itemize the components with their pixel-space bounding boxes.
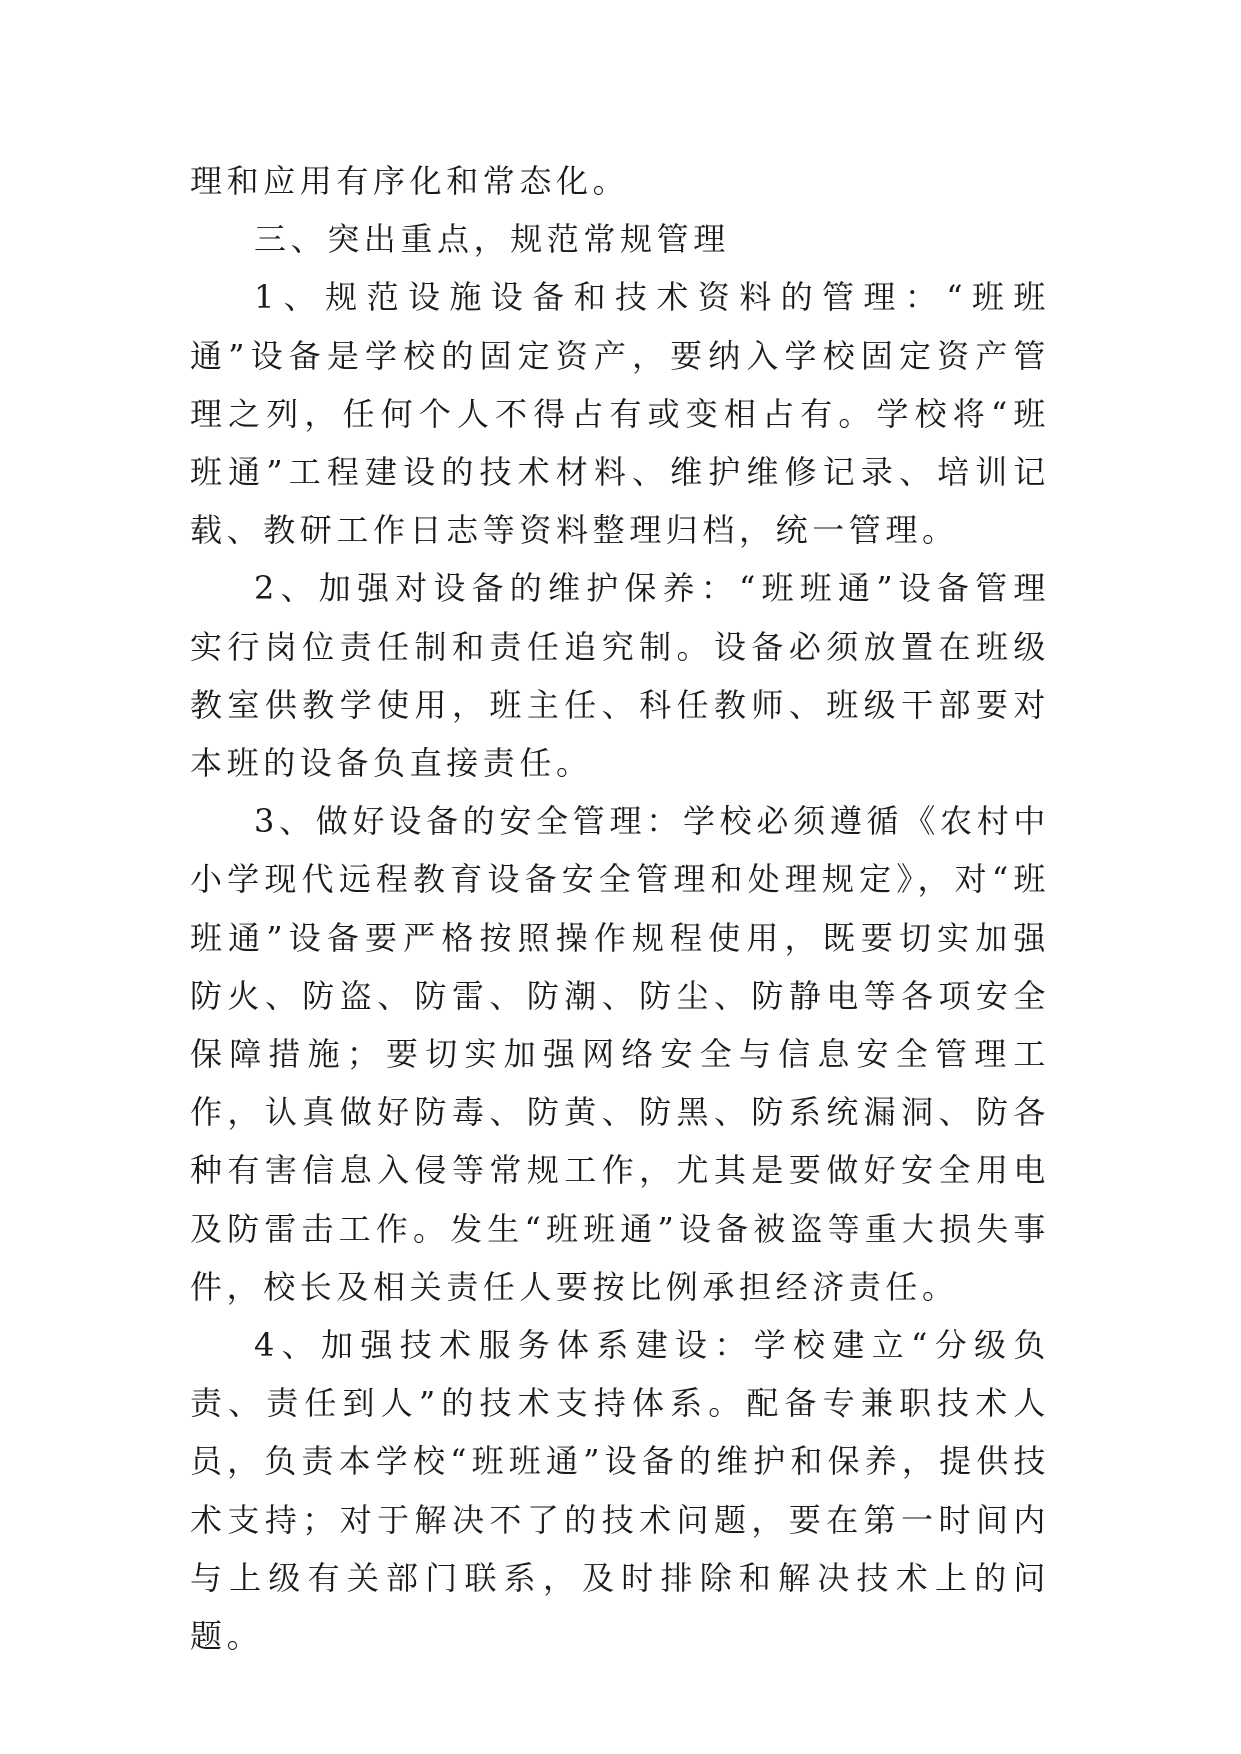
paragraph-item-3: 3、做好设备的安全管理：学校必须遵循《农村中小学现代远程教育设备安全管理和处理规定》，对“班班通”设备要严格按照操作规程使用，既要切实加强防火、防盗、防雷、防潮、防尘、防静电等各项安全保障措施；要切实加强网络安全与信息安全管理工作，认真做好防毒、防黄、防黑、防系统漏洞、防各种有害信息入侵等常规工作，尤其是要做好安全用电及防雷击工作。发生“班班通”设备被盗等重大损失事件，校长及相关责任人要按比例承担经济责任。 [190,802,1050,1306]
paragraph-item-4: 4、加强技术服务体系建设：学校建立“分级负责、责任到人”的技术支持体系。配备专兼职技术人员，负责本学校“班班通”设备的维护和保养，提供技术支持；对于解决不了的技术问题，要在第一时间内与上级有关部门联系，及时排除和解决技术上的问题。 [190,1326,1050,1656]
section-heading: 三、突出重点，规范常规管理 [254,220,730,259]
paragraph-item-2: 2、加强对设备的维护保养：“班班通”设备管理实行岗位责任制和责任追究制。设备必须放置在班级教室供教学使用，班主任、科任教师、班级干部要对本班的设备负直接责任。 [190,569,1050,783]
paragraph-item-1: 1、规范设施设备和技术资料的管理：“班班通”设备是学校的固定资产，要纳入学校固定资产管理之列，任何个人不得占有或变相占有。学校将“班班通”工程建设的技术材料、维护维修记录、培训记载、教研工作日志等资料整理归档，统一管理。 [190,278,1050,550]
paragraph-continuation: 理和应用有序化和常态化。 [190,162,630,200]
document-body [190,152,1050,1665]
